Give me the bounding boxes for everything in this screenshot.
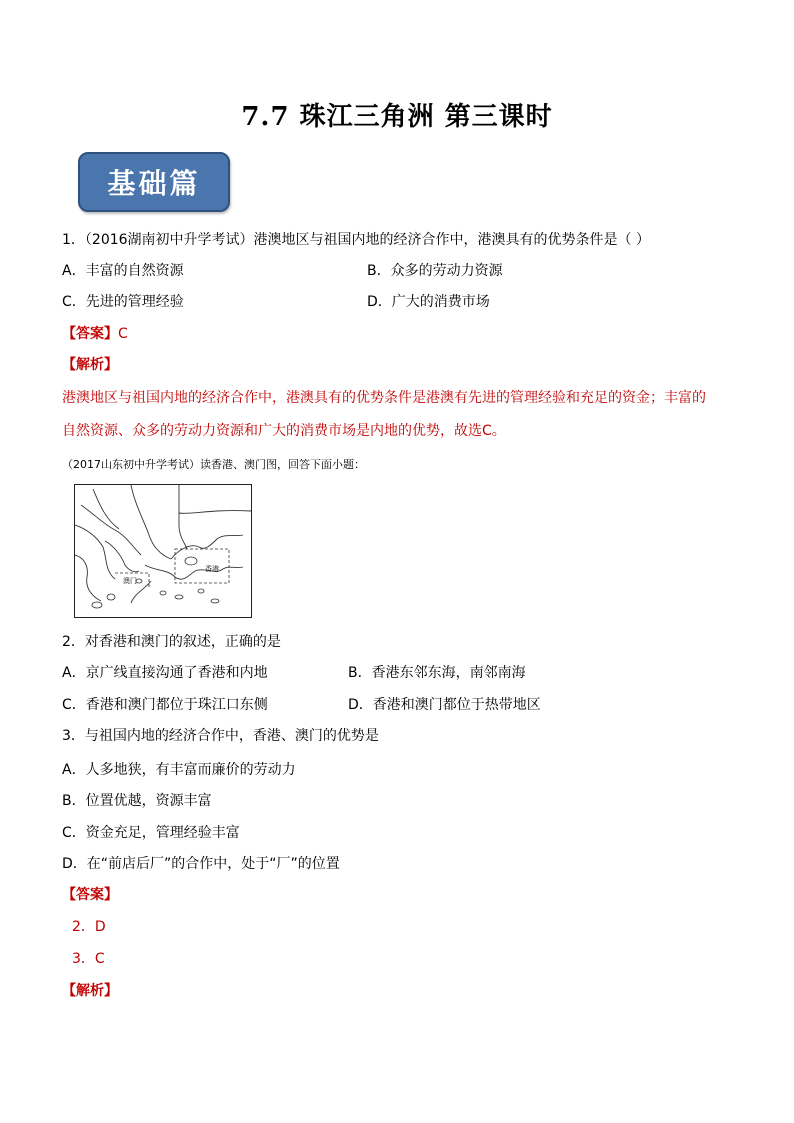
hk-macau-map (74, 484, 252, 618)
group-answer-2: 2．D (72, 919, 106, 935)
q1-answer-label: 【答案】 (62, 326, 118, 342)
q1-option-c: C．先进的管理经验 (62, 294, 184, 310)
map-label-macau: 澳门 (123, 577, 137, 585)
q1-stem: 1．（2016湖南初中升学考试）港澳地区与祖国内地的经济合作中，港澳具有的优势条件是（ ） (62, 232, 650, 248)
q1-analysis-line-1: 港澳地区与祖国内地的经济合作中，港澳具有的优势条件是港澳有先进的管理经验和充足的资金；丰富的 (62, 390, 706, 406)
group-answer-3: 3．C (72, 951, 105, 967)
q1-option-d: D．广大的消费市场 (367, 294, 490, 310)
q3-option-c: C．资金充足，管理经验丰富 (62, 825, 240, 841)
section-badge: 基础篇 (78, 152, 230, 212)
group-stem: （2017山东初中升学考试）读香港、澳门图，回答下面小题： (62, 458, 365, 471)
group-analysis-label: 【解析】 (62, 983, 118, 999)
q2-option-c: C．香港和澳门都位于珠江口东侧 (62, 697, 268, 713)
q2-option-d: D．香港和澳门都位于热带地区 (348, 697, 541, 713)
q1-analysis-line-2: 自然资源、众多的劳动力资源和广大的消费市场是内地的优势，故选C。 (62, 423, 506, 439)
group-answer-label: 【答案】 (62, 887, 118, 903)
q3-option-d: D．在“前店后厂”的合作中，处于“厂”的位置 (62, 856, 340, 872)
q2-stem: 2．对香港和澳门的叙述，正确的是 (62, 634, 281, 650)
map-label-hongkong: 香港 (205, 565, 219, 573)
q3-stem: 3．与祖国内地的经济合作中，香港、澳门的优势是 (62, 728, 379, 744)
q1-option-b: B．众多的劳动力资源 (367, 263, 503, 279)
q1-answer-value: C (118, 326, 128, 342)
map-drawing (75, 485, 251, 617)
q2-option-a: A．京广线直接沟通了香港和内地 (62, 665, 268, 681)
q3-option-a: A．人多地狭，有丰富而廉价的劳动力 (62, 762, 296, 778)
q3-option-b: B．位置优越，资源丰富 (62, 793, 212, 809)
q1-analysis-label: 【解析】 (62, 357, 118, 373)
q1-answer-row (62, 325, 128, 343)
page-title: 7.7 珠江三角洲 第三课时 (241, 102, 553, 132)
q1-option-a: A．丰富的自然资源 (62, 263, 184, 279)
q2-option-b: B．香港东邻东海，南邻南海 (348, 665, 526, 681)
